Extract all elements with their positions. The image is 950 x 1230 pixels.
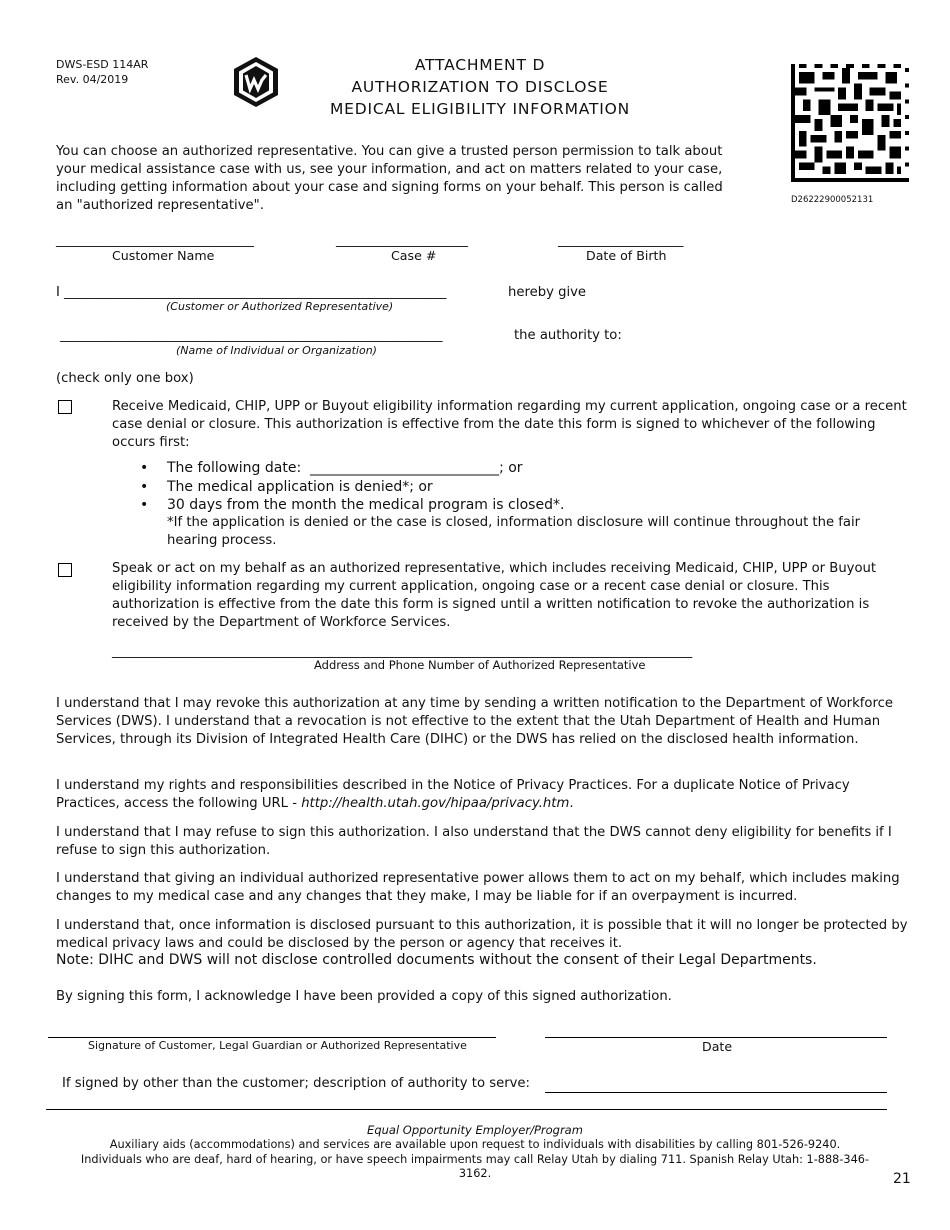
case-number-label: Case # <box>391 248 437 263</box>
representative-power-statement: I understand that giving an individual authorized representative power allows them to act on my behalf, which includes making changes to my medical case and any changes that they make, I may be liable for if an overpayment is incurred. <box>56 871 900 904</box>
grantor-caption: (Customer or Authorized Representative) <box>166 300 394 313</box>
title-line-1: ATTACHMENT D <box>414 56 546 74</box>
bullet-following-date-label: The following date: <box>167 460 302 476</box>
refuse-statement: I understand that I may refuse to sign this authorization. I also understand that the DWS cannot deny eligibility for benefits if I refuse to sign this authorization. <box>56 825 892 858</box>
option-receive-info-checkbox[interactable] <box>58 400 72 414</box>
option-receive-info-bullets <box>140 459 564 515</box>
intro-paragraph: You can choose an authorized representative. You can give a trusted person permission to talk about your medical assistance case with us, see your information, and act on matters related to your case, including getting information about your case and signing forms on your behalf. This person is called an "authorized representative". <box>56 144 723 213</box>
auxiliary-aids-text: Auxiliary aids (accommodations) and services are available upon request to individuals with disabilities by calling 801-526-9240. Individuals who are deaf, hard of hearing, or have speech impairments may call Relay Utah by dialing 711. Spanish Relay Utah: 1-888-346-3162. <box>80 1138 870 1180</box>
dws-logo-icon <box>232 56 280 108</box>
privacy-rights-statement <box>56 777 912 813</box>
form-id: DWS-ESD 114AR <box>56 58 149 71</box>
signature-label: Signature of Customer, Legal Guardian or Authorized Representative <box>88 1039 467 1052</box>
grant-i-prefix: I <box>56 285 60 300</box>
legal-note: Note: DIHC and DWS will not disclose controlled documents without the consent of their Legal Departments. <box>56 952 817 968</box>
disclosure-statement: I understand that, once information is disclosed pursuant to this authorization, it is possible that it will no longer be protected by medical privacy laws and could be disclosed by the person or agency that receives it. <box>56 918 908 951</box>
acknowledge-statement: By signing this form, I acknowledge I have been provided a copy of this signed authorization. <box>56 989 672 1004</box>
rep-address-phone-field[interactable]: ________________________________________________________________________________________ <box>112 644 693 659</box>
customer-name-field[interactable]: ______________________________ <box>56 233 254 248</box>
bullet-following-date <box>140 459 564 478</box>
title-line-2: AUTHORIZATION TO DISCLOSE <box>351 78 609 96</box>
privacy-practices-link[interactable]: http://health.utah.gov/hipaa/privacy.htm <box>301 796 570 811</box>
date-line[interactable] <box>545 1037 887 1038</box>
authority-description-label: If signed by other than the customer; description of authority to serve: <box>62 1076 530 1091</box>
following-date-field[interactable]: ___________________________ <box>310 460 500 476</box>
authority-to-text: the authority to: <box>514 328 622 343</box>
rep-address-phone-label: Address and Phone Number of Authorized Representative <box>314 658 646 672</box>
option-authorized-rep-text: Speak or act on my behalf as an authorized representative, which includes receiving Medicaid, CHIP, UPP or Buyout eligibility information regarding my current application, ongoing case or a recent case denial or closure. This authorization is effective from the date this form is signed until a written notification to revoke the authorization is received by the Department of Workforce Services. <box>112 561 877 630</box>
signature-line[interactable] <box>48 1037 496 1038</box>
datamatrix-barcode-icon <box>790 64 910 182</box>
privacy-rights-text: I understand my rights and responsibilities described in the Notice of Privacy Practices. For a duplicate Notice of Privacy Practices, access the following URL - <box>56 778 850 811</box>
customer-name-label: Customer Name <box>112 248 215 263</box>
barcode-number: D26222900052131 <box>791 195 874 205</box>
equal-opportunity-text: Equal Opportunity Employer/Program <box>367 1123 583 1137</box>
bullet-application-denied: • The medical application is denied*; or <box>140 478 564 497</box>
grantee-name-field[interactable]: __________________________________________________________ <box>60 328 443 343</box>
signature-date-label: Date <box>702 1039 733 1054</box>
bullet-program-closed: • 30 days from the month the medical program is closed*. <box>140 496 564 515</box>
check-instruction: (check only one box) <box>56 371 194 386</box>
date-of-birth-field[interactable]: ___________________ <box>558 233 684 248</box>
title-line-3: MEDICAL ELIGIBILITY INFORMATION <box>330 100 630 118</box>
privacy-rights-suffix: . <box>569 796 574 811</box>
grantee-caption: (Name of Individual or Organization) <box>176 344 377 357</box>
revoke-statement: I understand that I may revoke this authorization at any time by sending a written notification to the Department of Workforce Services (DWS). I understand that a revocation is not effective to the extent that the Utah Department of Health and Human Services, through its Division of Integrated Health Care (DIHC) or the DWS has relied on the disclosed health information. <box>56 696 893 747</box>
bullet-following-date-suffix: ; or <box>499 460 523 476</box>
option-receive-info-text: Receive Medicaid, CHIP, UPP or Buyout eligibility information regarding my current application, ongoing case or a recent case denial or closure. This authorization is effective from the date this form is signed to whichever of the following occurs first: <box>112 399 907 450</box>
grantor-name-field[interactable]: __________________________________________________________ <box>64 285 447 300</box>
option-authorized-rep-checkbox[interactable] <box>58 563 72 577</box>
page-number: 21 <box>893 1171 911 1187</box>
case-number-field[interactable]: ____________________ <box>336 233 468 248</box>
hereby-give-text: hereby give <box>508 285 587 300</box>
form-revision: Rev. 04/2019 <box>56 73 129 86</box>
fair-hearing-footnote: *If the application is denied or the case is closed, information disclosure will continue throughout the fair hearing process. <box>167 515 861 548</box>
date-of-birth-label: Date of Birth <box>586 248 667 263</box>
footer-divider <box>46 1109 887 1110</box>
authority-description-line[interactable] <box>545 1092 887 1093</box>
